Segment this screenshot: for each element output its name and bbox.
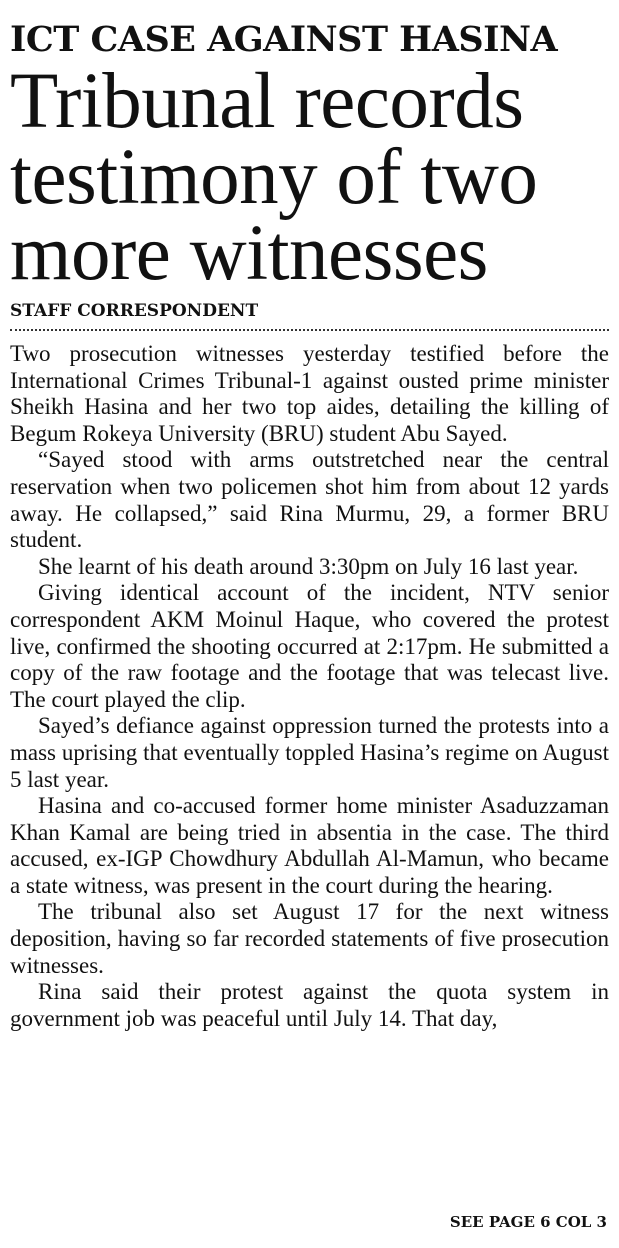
paragraph: Hasina and co-accused former home minister Asaduzzaman Khan Kamal are being tried in absentia in the case. The third accused, ex-IGP Chowdhury Abdullah Al-Mamun, who became a state witness, was present in the court during the hearing. — [10, 793, 609, 898]
paragraph: She learnt of his death around 3:30pm on July 16 last year. — [38, 553, 579, 579]
news-article — [10, 18, 609, 1032]
article-body — [10, 341, 609, 1032]
byline: STAFF CORRESPONDENT — [10, 301, 259, 321]
headline: Tribunal records testimony of two more witnesses — [10, 58, 538, 297]
paragraph: Rina said their protest against the quota system in government job was peaceful until July 14. That day, — [10, 979, 609, 1031]
paragraph: Sayed’s defiance against oppression turned the protests into a mass uprising that eventually toppled Hasina’s regime on August 5 last year. — [10, 713, 609, 792]
paragraph: Giving identical account of the incident, NTV senior correspondent AKM Moinul Haque, who covered the protest live, confirmed the shooting occurred at 2:17pm. He submitted a copy of the raw footage and the footage that was telecast live. The court played the clip. — [10, 580, 609, 712]
continuation-jump-label: SEE PAGE 6 COL 3 — [449, 1213, 607, 1231]
dotted-divider — [10, 329, 609, 331]
kicker: ICT CASE AGAINST HASINA — [10, 19, 558, 60]
paragraph: “Sayed stood with arms outstretched near the central reservation when two policemen shot him from about 12 yards away. He collapsed,” said Rina Murmu, 29, a former BRU student. — [10, 447, 609, 553]
paragraph: Two prosecution witnesses yesterday testified before the International Crimes Tribunal-1 against ousted prime minister Sheikh Hasina and her two top aides, detailing the killing of Begum Rokeya University (BRU) student Abu Sayed. — [10, 341, 609, 446]
paragraph: The tribunal also set August 17 for the next witness deposition, having so far recorded statements of five prosecution witnesses. — [10, 899, 609, 978]
